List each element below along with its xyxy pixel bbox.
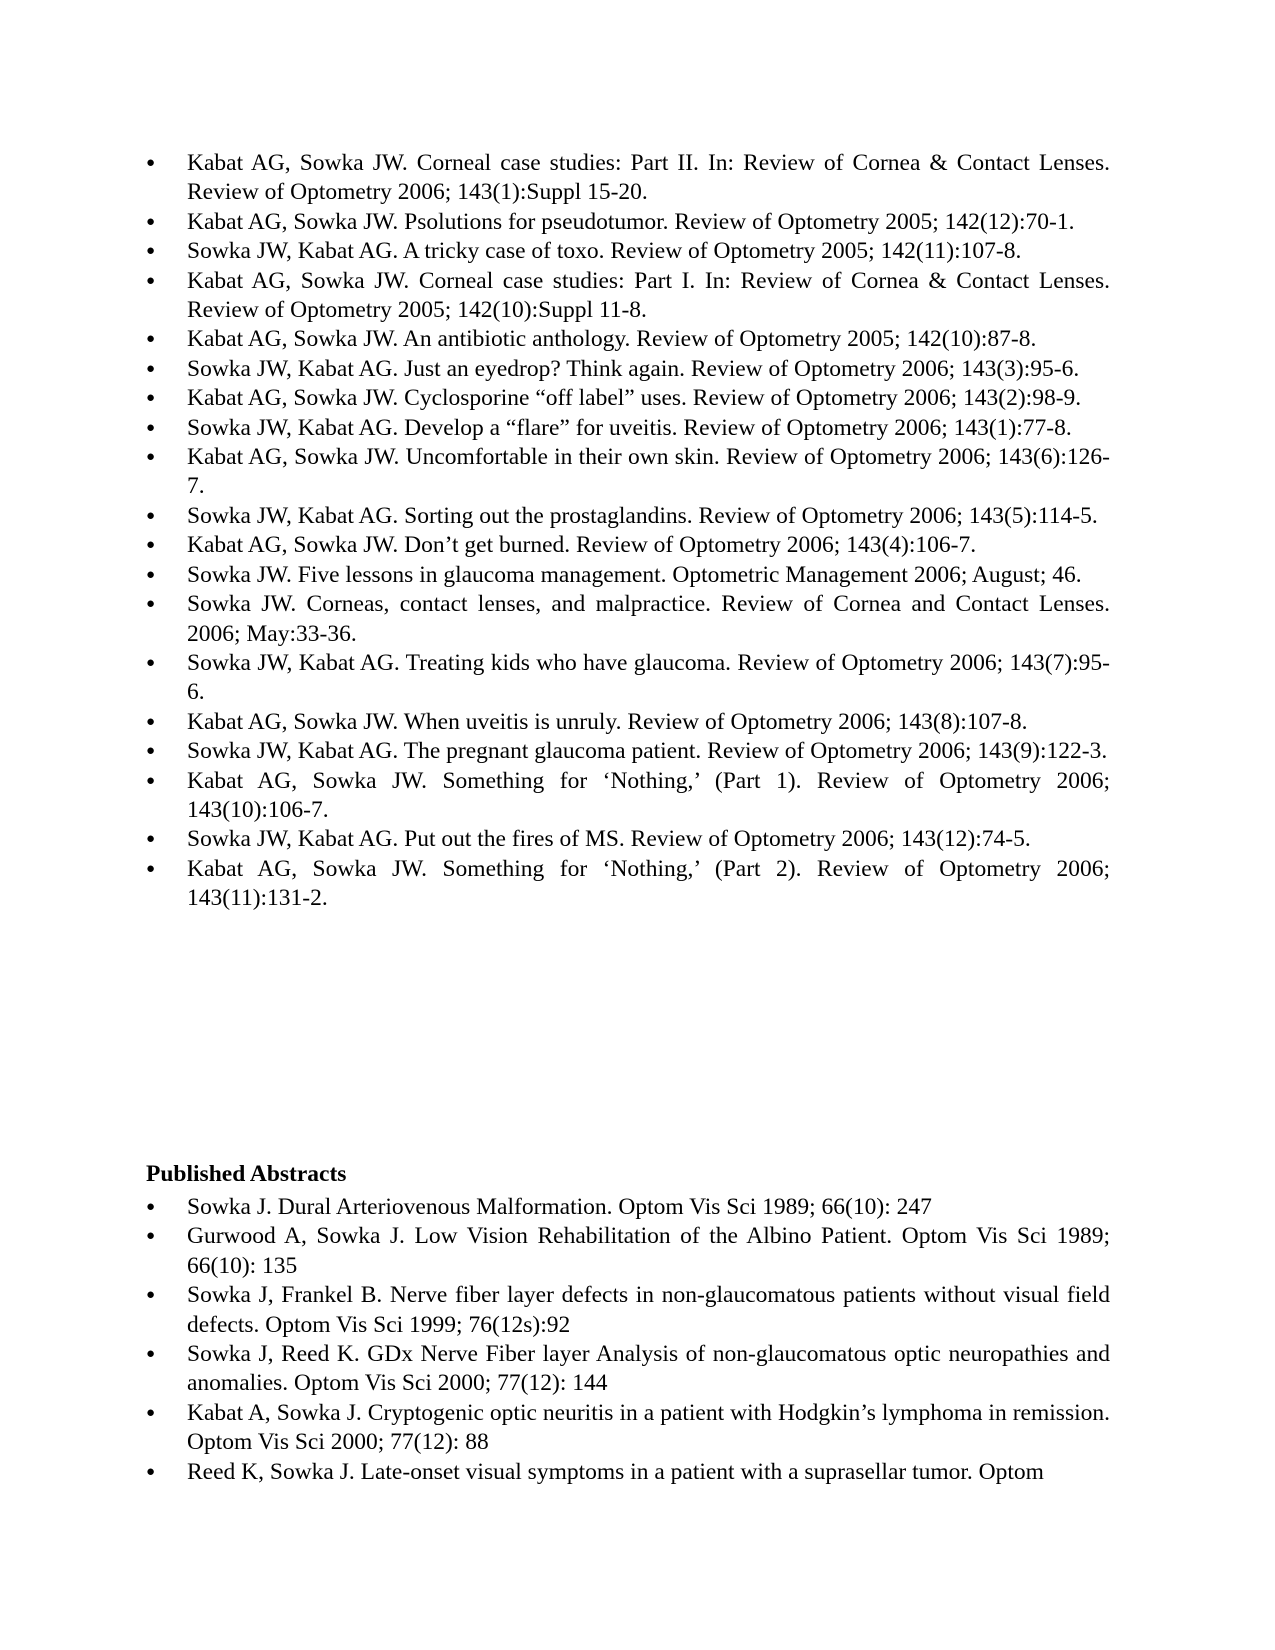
bullet-icon: ● xyxy=(146,1287,156,1304)
publication-citation: Kabat AG, Sowka JW. Don’t get burned. Review of Optometry 2006; 143(4):106-7. xyxy=(187,532,977,559)
publication-citation: Sowka JW. Five lessons in glaucoma management. Optometric Management 2006; August; 46. xyxy=(187,561,1082,588)
list-item xyxy=(146,1281,1110,1340)
bullet-icon: ● xyxy=(146,390,156,407)
list-item xyxy=(146,1193,1110,1222)
publication-citation: Kabat AG, Sowka JW. Corneal case studies: Part I. In: Review of Cornea & Contact Lenses. Review of Optometry 2005; 142(10):Suppl 11-8. xyxy=(187,267,1110,324)
list-item xyxy=(146,355,1110,384)
list-item xyxy=(146,561,1110,590)
list-item xyxy=(146,267,1110,326)
bullet-icon: ● xyxy=(146,449,156,466)
list-item xyxy=(146,149,1110,208)
publication-citation: Kabat AG, Sowka JW. Corneal case studies: Part II. In: Review of Cornea & Contact Lenses. Review of Optometry 2006; 143(1):Suppl 15-20. xyxy=(187,150,1110,206)
list-item xyxy=(146,1222,1110,1281)
publication-citation: Kabat AG, Sowka JW. Something for ‘Nothing,’ (Part 1). Review of Optometry 2006; 143(10):106-7. xyxy=(187,767,1110,823)
publication-citation: Sowka JW, Kabat AG. Develop a “flare” for uveitis. Review of Optometry 2006; 143(1):77-8. xyxy=(187,414,1072,441)
bullet-icon: ● xyxy=(146,419,156,436)
bullet-icon: ● xyxy=(146,596,156,613)
section-heading-published-abstracts: Published Abstracts xyxy=(146,1161,347,1187)
bullet-icon: ● xyxy=(146,507,156,524)
list-item xyxy=(146,737,1110,766)
publication-citation: Kabat AG, Sowka JW. Something for ‘Nothing,’ (Part 2). Review of Optometry 2006; 143(11):131-2. xyxy=(187,855,1110,912)
abstract-citation: Kabat A, Sowka J. Cryptogenic optic neuritis in a patient with Hodgkin’s lymphoma in remission. Optom Vis Sci 2000; 77(12): 88 xyxy=(187,1399,1110,1456)
bullet-icon: ● xyxy=(146,537,156,554)
list-item xyxy=(146,414,1110,443)
bullet-icon: ● xyxy=(146,331,156,348)
bullet-icon: ● xyxy=(146,860,156,877)
bullet-icon: ● xyxy=(146,1404,156,1421)
publication-citation: Sowka JW, Kabat AG. Put out the fires of MS. Review of Optometry 2006; 143(12):74-5. xyxy=(187,826,1031,853)
list-item xyxy=(146,443,1110,502)
publication-citation: Kabat AG, Sowka JW. When uveitis is unruly. Review of Optometry 2006; 143(8):107-8. xyxy=(187,708,1028,735)
bullet-icon: ● xyxy=(146,360,156,377)
bullet-icon: ● xyxy=(146,243,156,260)
bullet-icon: ● xyxy=(146,155,156,171)
bullet-icon: ● xyxy=(146,1199,156,1215)
list-item xyxy=(146,708,1110,737)
list-item xyxy=(146,208,1110,237)
list-item xyxy=(146,825,1110,854)
list-item xyxy=(146,384,1110,413)
abstract-citation: Gurwood A, Sowka J. Low Vision Rehabilitation of the Albino Patient. Optom Vis Sci 1989; 66(10): 135 xyxy=(187,1223,1110,1279)
list-item xyxy=(146,1340,1110,1399)
list-item xyxy=(146,502,1110,531)
publication-citation: Sowka JW, Kabat AG. Treating kids who have glaucoma. Review of Optometry 2006; 143(7):95-6. xyxy=(187,649,1110,706)
bullet-icon: ● xyxy=(146,743,156,760)
publication-citation: Kabat AG, Sowka JW. An antibiotic anthology. Review of Optometry 2005; 142(10):87-8. xyxy=(187,326,1037,353)
publications-list xyxy=(146,149,1110,914)
list-item xyxy=(146,237,1110,266)
list-item xyxy=(146,1399,1110,1458)
publication-citation: Kabat AG, Sowka JW. Cyclosporine “off label” uses. Review of Optometry 2006; 143(2):98-9. xyxy=(187,385,1082,412)
bullet-icon: ● xyxy=(146,1346,156,1363)
list-item xyxy=(146,649,1110,708)
abstract-citation: Reed K, Sowka J. Late-onset visual symptoms in a patient with a suprasellar tumor. Optom xyxy=(187,1458,1044,1485)
publication-citation: Sowka JW, Kabat AG. Just an eyedrop? Think again. Review of Optometry 2006; 143(3):95-6. xyxy=(187,355,1080,382)
publication-citation: Sowka JW, Kabat AG. Sorting out the prostaglandins. Review of Optometry 2006; 143(5):114-5. xyxy=(187,502,1098,529)
abstract-citation: Sowka J. Dural Arteriovenous Malformation. Optom Vis Sci 1989; 66(10): 247 xyxy=(187,1194,932,1220)
abstracts-list xyxy=(146,1193,1110,1487)
bullet-icon: ● xyxy=(146,1228,156,1245)
publication-citation: Sowka JW, Kabat AG. The pregnant glaucoma patient. Review of Optometry 2006; 143(9):122-3. xyxy=(187,738,1108,765)
publication-citation: Kabat AG, Sowka JW. Uncomfortable in their own skin. Review of Optometry 2006; 143(6):126-7. xyxy=(187,444,1110,500)
bullet-icon: ● xyxy=(146,713,156,730)
abstract-citation: Sowka J, Frankel B. Nerve fiber layer defects in non-glaucomatous patients without visual field defects. Optom Vis Sci 1999; 76(12s):92 xyxy=(187,1282,1110,1338)
bullet-icon: ● xyxy=(146,772,156,789)
publication-citation: Sowka JW, Kabat AG. A tricky case of toxo. Review of Optometry 2005; 142(11):107-8. xyxy=(187,238,1022,265)
list-item xyxy=(146,590,1110,649)
publication-citation: Sowka JW. Corneas, contact lenses, and malpractice. Review of Cornea and Contact Lenses. 2006; May:33-36. xyxy=(187,591,1110,647)
bullet-icon: ● xyxy=(146,566,156,583)
list-item xyxy=(146,855,1110,914)
publication-citation: Kabat AG, Sowka JW. Psolutions for pseudotumor. Review of Optometry 2005; 142(12):70-1. xyxy=(187,208,1075,235)
bullet-icon: ● xyxy=(146,213,156,230)
bullet-icon: ● xyxy=(146,831,156,848)
bullet-icon: ● xyxy=(146,272,156,289)
bullet-icon: ● xyxy=(146,1463,156,1480)
list-item xyxy=(146,531,1110,560)
bullet-icon: ● xyxy=(146,654,156,671)
list-item xyxy=(146,1458,1110,1487)
abstract-citation: Sowka J, Reed K. GDx Nerve Fiber layer Analysis of non-glaucomatous optic neuropathies and anomalies. Optom Vis Sci 2000; 77(12): 144 xyxy=(187,1341,1110,1397)
list-item xyxy=(146,325,1110,354)
list-item xyxy=(146,767,1110,826)
